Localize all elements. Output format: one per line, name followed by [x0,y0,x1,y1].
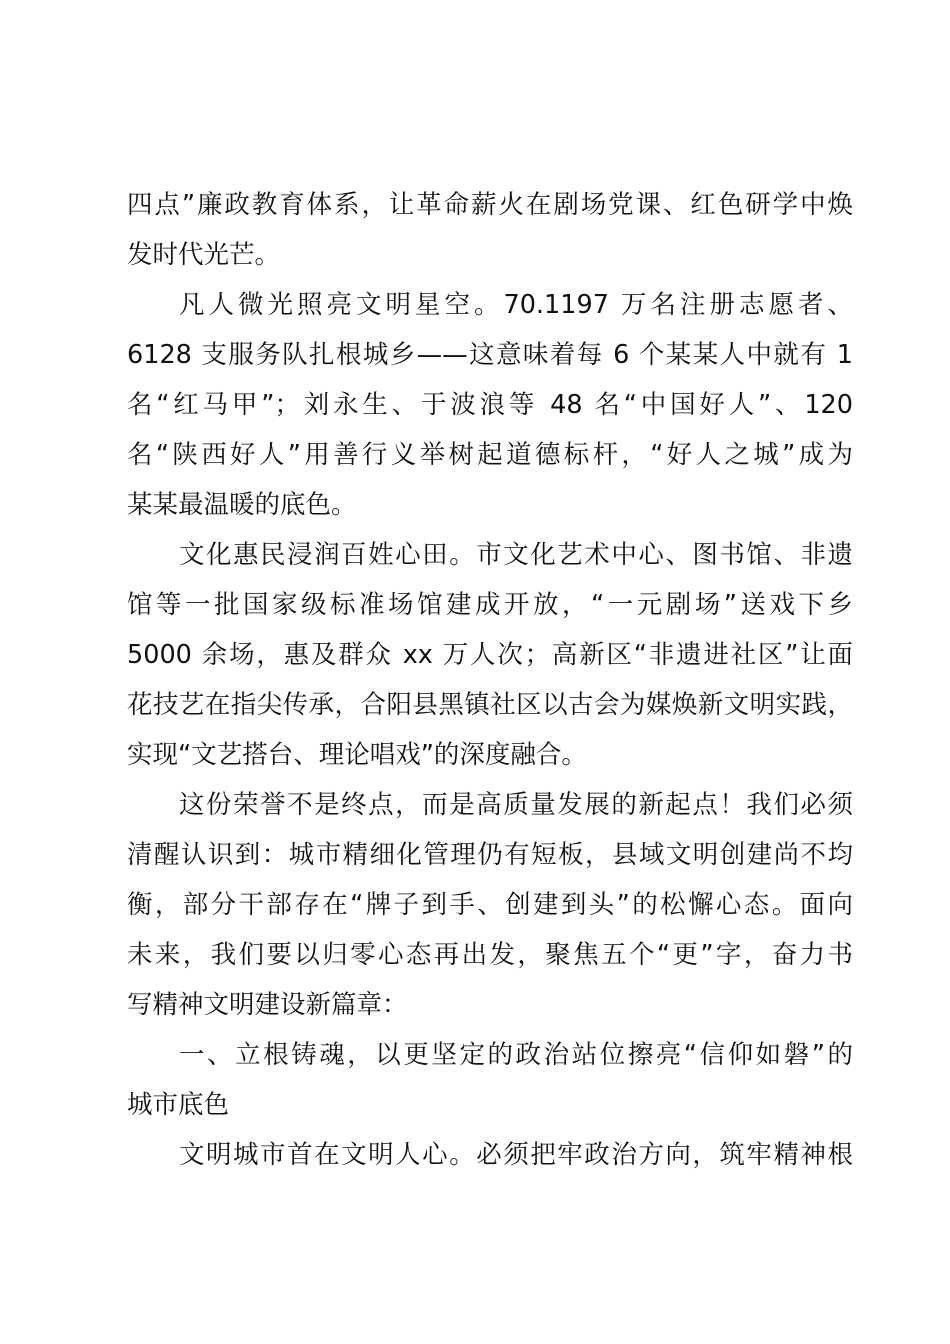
text-line: 衡，部分干部存在“牌子到手、创建到头”的松懈心态。面向 [127,890,853,920]
text-line: 5000 余场，惠及群众 xx 万人次；高新区“非遗进社区”让面 [127,640,853,670]
paragraph-continuation [127,180,853,280]
text-line: 这份荣誉不是终点，而是高质量发展的新起点！我们必须 [179,790,853,820]
text-line: 清醒认识到：城市精细化管理仍有短板，县域文明创建尚不均 [127,840,853,870]
text-line: 城市底色 [127,1090,230,1120]
section-heading [127,1030,853,1130]
text-line: 一、立根铸魂，以更坚定的政治站位擦亮“信仰如磐”的 [179,1040,853,1070]
text-line: 名“陕西好人”用善行义举树起道德标杆，“好人之城”成为 [127,440,853,470]
text-line: 馆等一批国家级标准场馆建成开放，“一元剧场”送戏下乡 [127,590,853,620]
text-line: 花技艺在指尖传承，合阳县黑镇社区以古会为媒焕新文明实践， [127,690,853,720]
text-line: 名“红马甲”；刘永生、于波浪等 48 名“中国好人”、120 [127,390,853,420]
text-line: 实现“文艺搭台、理论唱戏”的深度融合。 [127,740,587,770]
text-line: 某某最温暖的底色。 [127,490,357,520]
text-line: 未来，我们要以归零心态再出发，聚焦五个“更”字，奋力书 [127,940,853,970]
paragraph-civilization [127,1130,853,1180]
text-line: 凡人微光照亮文明星空。70.1197 万名注册志愿者、 [179,290,853,320]
paragraph-honor [127,780,853,1030]
text-line: 6128 支服务队扎根城乡——这意味着每 6 个某某人中就有 1 [127,340,853,370]
text-line: 文明城市首在文明人心。必须把牢政治方向，筑牢精神根 [179,1140,853,1170]
paragraph-volunteers [127,280,853,530]
text-line: 发时代光芒。 [127,240,281,270]
text-line: 四点”廉政教育体系，让革命薪火在剧场党课、红色研学中焕 [127,190,853,220]
text-line: 写精神文明建设新篇章： [127,990,408,1020]
document-page [127,180,853,1180]
paragraph-culture [127,530,853,780]
text-line: 文化惠民浸润百姓心田。市文化艺术中心、图书馆、非遗 [179,540,853,570]
